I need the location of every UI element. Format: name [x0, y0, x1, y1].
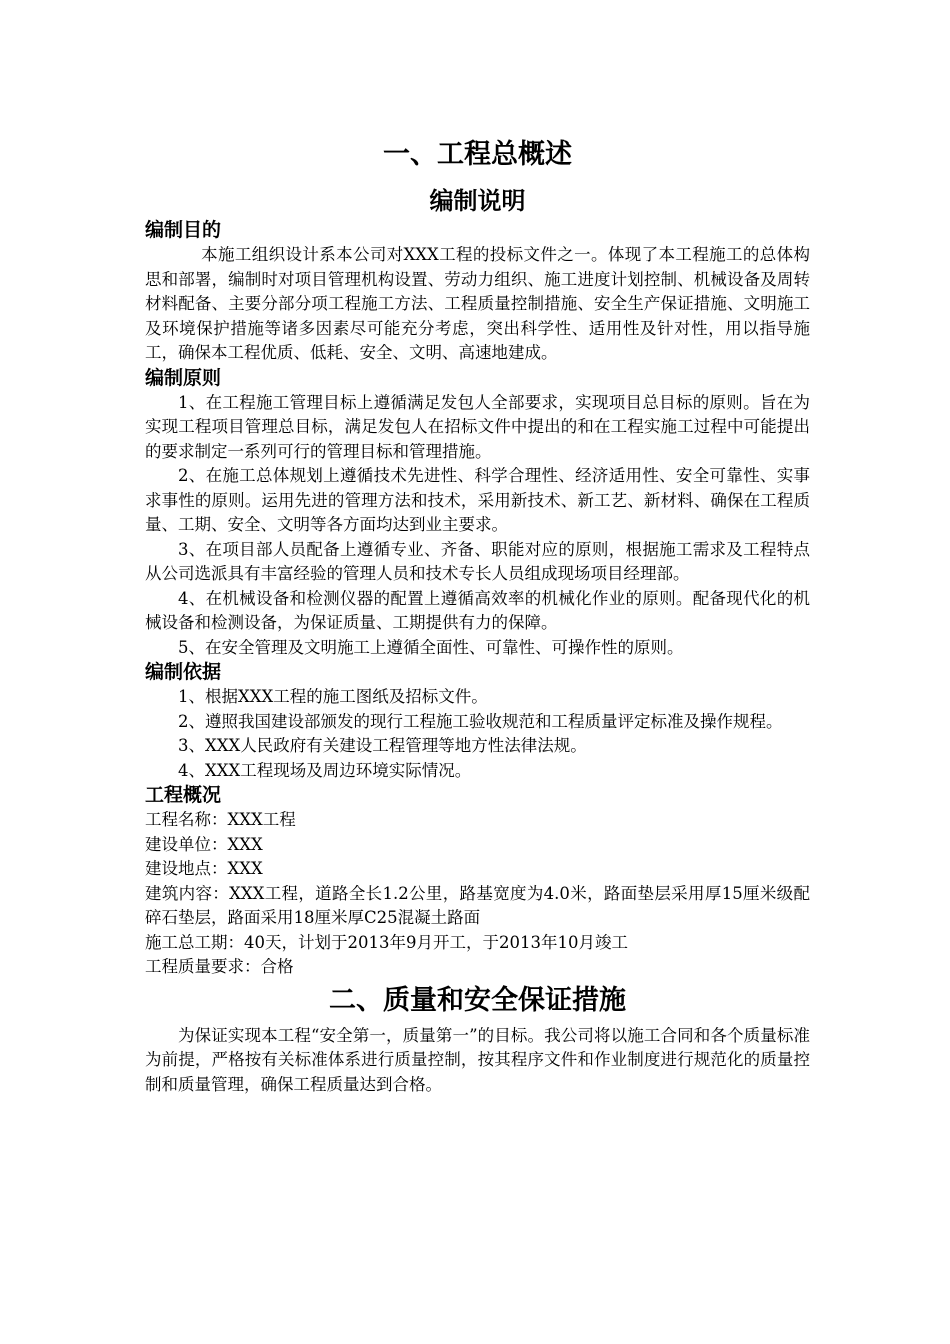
overview-line-content: 建筑内容：XXX工程，道路全长1.2公里，路基宽度为4.0米，路面垫层采用厚15厘米级配碎石垫层，路面采用18厘米厚C25混凝土路面 — [145, 883, 810, 927]
principle-item: 4、在机械设备和检测仪器的配置上遵循高效率的机械化作业的原则。配备现代化的机械设备和检测设备，为保证质量、工期提供有力的保障。 — [145, 588, 810, 632]
basis-item: 4、XXX工程现场及周边环境实际情况。 — [178, 760, 472, 780]
overview-line-owner: 建设单位：XXX — [145, 834, 263, 854]
chapter-title-1: 一、工程总概述 — [383, 139, 572, 170]
principle-item: 1、在工程施工管理目标上遵循满足发包人全部要求，实现项目总目标的原则。旨在为实现工程项目管理总目标，满足发包人在招标文件中提出的和在工程实施工过程中可能提出的要求制定一系列可行的管理目标和管理措施。 — [145, 392, 810, 461]
purpose-paragraph: 本施工组织设计系本公司对XXX工程的投标文件之一。体现了本工程施工的总体构思和部署，编制时对项目管理机构设置、劳动力组织、施工进度计划控制、机械设备及周转材料配备、主要分部分项工程施工方法、工程质量控制措施、安全生产保证措施、文明施工及环境保护措施等诸多因素尽可能充分考虑，突出科学性、适用性及针对性，用以指导施工，确保本工程优质、低耗、安全、文明、高速地建成。 — [145, 245, 810, 362]
basis-item: 2、遵照我国建设部颁发的现行工程施工验收规范和工程质量评定标准及操作规程。 — [178, 711, 783, 731]
principle-item: 5、在安全管理及文明施工上遵循全面性、可靠性、可操作性的原则。 — [178, 637, 684, 657]
basis-heading: 编制依据 — [145, 661, 222, 683]
document-page — [145, 136, 810, 1097]
overview-line-project-name: 工程名称：XXX工程 — [145, 810, 296, 829]
quality-intro-paragraph: 为保证实现本工程“安全第一，质量第一”的目标。我公司将以施工合同和各个质量标准为前提，严格按有关标准体系进行质量控制，按其程序文件和作业制度进行规范化的质量控制和质量管理，确保工程质量达到合格。 — [145, 1025, 810, 1094]
basis-item: 1、根据XXX工程的施工图纸及招标文件。 — [178, 687, 488, 706]
overview-line-location: 建设地点：XXX — [145, 859, 263, 878]
principle-item: 3、在项目部人员配备上遵循专业、齐备、职能对应的原则，根据施工需求及工程特点从公司选派具有丰富经验的管理人员和技术专长人员组成现场项目经理部。 — [145, 539, 810, 583]
principle-item: 2、在施工总体规划上遵循技术先进性、科学合理性、经济适用性、安全可靠性、实事求事性的原则。运用先进的管理方法和技术，采用新技术、新工艺、新材料、确保在工程质量、工期、安全、文明等各方面均达到业主要求。 — [145, 466, 810, 534]
basis-item: 3、XXX人民政府有关建设工程管理等地方性法律法规。 — [178, 736, 587, 755]
purpose-heading: 编制目的 — [145, 219, 222, 241]
overview-line-quality: 工程质量要求：合格 — [145, 957, 294, 976]
section-subtitle: 编制说明 — [429, 187, 526, 215]
chapter-title-2: 二、质量和安全保证措施 — [329, 984, 626, 1016]
overview-line-duration: 施工总工期：40天，计划于2013年9月开工，于2013年10月竣工 — [145, 932, 628, 952]
principles-heading: 编制原则 — [145, 366, 222, 389]
overview-heading: 工程概况 — [145, 784, 222, 806]
